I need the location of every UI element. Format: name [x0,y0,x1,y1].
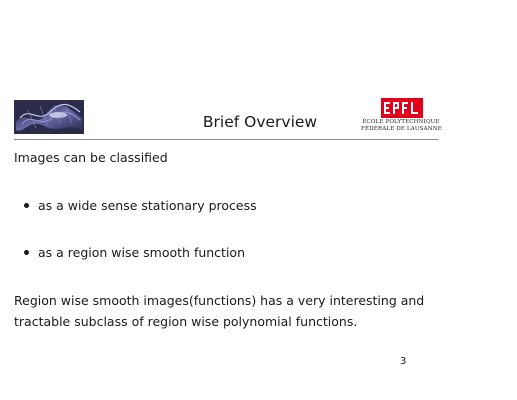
epfl-logo [361,98,441,134]
paragraph-line: Region wise smooth images(functions) has a very interesting and [14,293,425,308]
bullet-icon [24,203,29,208]
wave-surface-logo-icon [14,100,84,134]
bullet-text: as a region wise smooth function [38,245,246,260]
bullet-icon [24,250,29,255]
header-divider [14,139,438,140]
paragraph-line: tractable subclass of region wise polynomial functions. [14,314,358,329]
page-number: 3 [400,356,407,367]
intro-text: Images can be classified [14,150,168,165]
list-item [24,198,257,213]
epfl-logo-icon [381,98,423,118]
epfl-logo-line2: FÉDÉRALE DE LAUSANNE [361,126,442,132]
bullet-text: as a wide sense stationary process [38,198,257,213]
body-paragraph [14,290,454,332]
epfl-logo-line1: ÉCOLE POLYTECHNIQUE [362,119,440,125]
slide-title: Brief Overview [202,113,318,131]
list-item [24,245,245,260]
